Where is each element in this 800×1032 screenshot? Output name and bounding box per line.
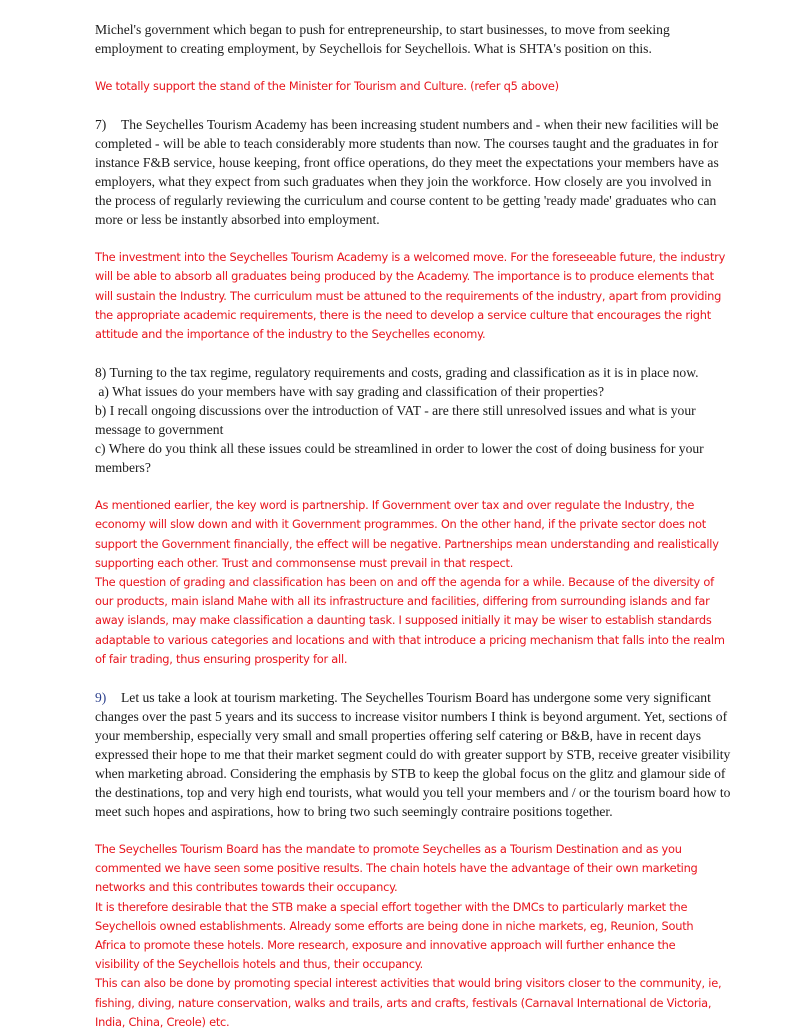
question-6-continuation	[95, 20, 715, 58]
text-line: fishing, diving, nature conservation, walks and trails, arts and crafts, festivals (Carnaval International de Victoria,	[95, 995, 712, 1010]
text-line: the appropriate academic requirements, there is the need to develop a service culture that encourages the right	[95, 307, 711, 322]
text-line: Michel's government which began to push for entrepreneurship, to start businesses, to move from seeking	[95, 22, 670, 37]
text-line: We totally support the stand of the Minister for Tourism and Culture. (refer q5 above)	[95, 79, 559, 93]
text-line: will sustain the Industry. The curriculum must be attuned to the requirements of the industry, apart from providing	[95, 288, 722, 303]
text-line: Seychellois owned establishments. Already some efforts are being done in niche markets, eg, Reunion, South	[95, 918, 694, 933]
text-line: expressed their hope to me that their market segment could do with greater support by STB, receive greater visibility	[95, 747, 731, 763]
answer-9	[95, 840, 722, 1032]
document-page	[95, 20, 731, 1032]
text-line: our products, main island Mahe with all its infrastructure and facilities, differing from surrounding islands and far	[95, 594, 710, 609]
text-line: It is therefore desirable that the STB make a special effort together with the DMCs to particularly market the	[95, 899, 688, 914]
text-line	[95, 688, 715, 707]
text-line: your membership, especially very small and small properties offering self catering or B&B, have in recent days	[95, 728, 701, 744]
text-line-content: Let us take a look at tourism marketing. The Seychelles Tourism Board has undergone some very significant	[121, 690, 711, 706]
text-line: a) What issues do your members have with say grading and classification of their properties?	[95, 384, 604, 400]
answer-7	[95, 248, 726, 344]
text-line: completed - will be able to teach considerably more students than now. The courses taught and the graduates in for	[95, 136, 719, 152]
text-line: message to government	[95, 422, 224, 438]
text-line: adaptable to various categories and locations and with that introduce a pricing mechanism that falls into the realm	[95, 632, 725, 647]
text-line: The investment into the Seychelles Tourism Academy is a welcomed move. For the foreseeable future, the industry	[95, 250, 726, 265]
question-number: 7)	[95, 117, 107, 133]
text-line: attitude and the importance of the industry to the Seychelles economy.	[95, 327, 486, 342]
text-line: 8) Turning to the tax regime, regulatory requirements and costs, grading and classification as it is in place now.	[95, 365, 699, 381]
text-line: Africa to promote these hotels. More research, exposure and innovative approach will further enhance the	[95, 938, 676, 953]
answer-6	[95, 77, 715, 96]
question-7	[95, 115, 719, 229]
text-line: will be able to absorb all graduates being produced by the Academy. The importance is to produce elements that	[95, 269, 714, 284]
text-line: As mentioned earlier, the key word is partnership. If Government over tax and over regulate the Industry, the	[95, 498, 695, 513]
text-line: The question of grading and classification has been on and off the agenda for a while. Because of the diversity of	[95, 575, 714, 590]
text-line: The Seychelles Tourism Board has the mandate to promote Seychelles as a Tourism Destination and as you	[95, 842, 682, 857]
text-line: commented we have seen some positive results. The chain hotels have the advantage of their own marketing	[95, 861, 698, 876]
text-line: changes over the past 5 years and its success to increase visitor numbers I think is beyond argument. Yet, sections of	[95, 709, 728, 725]
text-line: India, China, Creole) etc.	[95, 1014, 230, 1029]
text-line	[95, 115, 719, 134]
question-8	[95, 363, 715, 477]
answer-8	[95, 496, 725, 669]
text-line: the destinations, top and very high end tourists, what would you tell your members and / or the tourism board how to	[95, 785, 731, 801]
text-line: employers, what they expect from such graduates when they join the workforce. How closely are you involved in	[95, 174, 712, 190]
question-9	[95, 688, 731, 821]
text-line: networks and this contributes towards their occupancy.	[95, 880, 398, 895]
text-line: This can also be done by promoting special interest activities that would bring visitors closer to the community, ie,	[95, 976, 722, 991]
text-line-content: The Seychelles Tourism Academy has been increasing student numbers and - when their new facilities will be	[121, 117, 719, 133]
text-line: b) I recall ongoing discussions over the introduction of VAT - are there still unresolved issues and what is your	[95, 403, 696, 419]
question-number: 9)	[95, 690, 107, 706]
text-line: economy will slow down and with it Government programmes. On the other hand, if the private sector does not	[95, 517, 706, 532]
text-line: support the Government financially, the effect will be negative. Partnerships mean understanding and realistically	[95, 536, 719, 551]
text-line: the process of regularly reviewing the curriculum and course content to be getting 'ready made' graduates who can	[95, 193, 717, 209]
text-line: when marketing abroad. Considering the emphasis by STB to keep the global focus on the glitz and glamour side of	[95, 766, 726, 782]
text-line: meet such hopes and aspirations, how to bring two such seemingly contraire positions together.	[95, 804, 613, 820]
text-line: members?	[95, 460, 151, 476]
text-line: away islands, may make classification a daunting task. I supposed initially it may be wiser to establish standards	[95, 613, 712, 628]
text-line: more or less be instantly absorbed into employment.	[95, 212, 380, 228]
text-line: supporting each other. Trust and commonsense must prevail in that respect.	[95, 555, 514, 570]
text-line: c) Where do you think all these issues could be streamlined in order to lower the cost of doing business for your	[95, 441, 704, 457]
text-line: visibility of the Seychellois hotels and thus, their occupancy.	[95, 957, 424, 972]
text-line: employment to creating employment, by Seychellois for Seychellois. What is SHTA's position on this.	[95, 41, 652, 56]
text-line: of fair trading, thus ensuring prosperity for all.	[95, 651, 348, 666]
text-line: instance F&B service, house keeping, front office operations, do they meet the expectations your members have as	[95, 155, 719, 171]
